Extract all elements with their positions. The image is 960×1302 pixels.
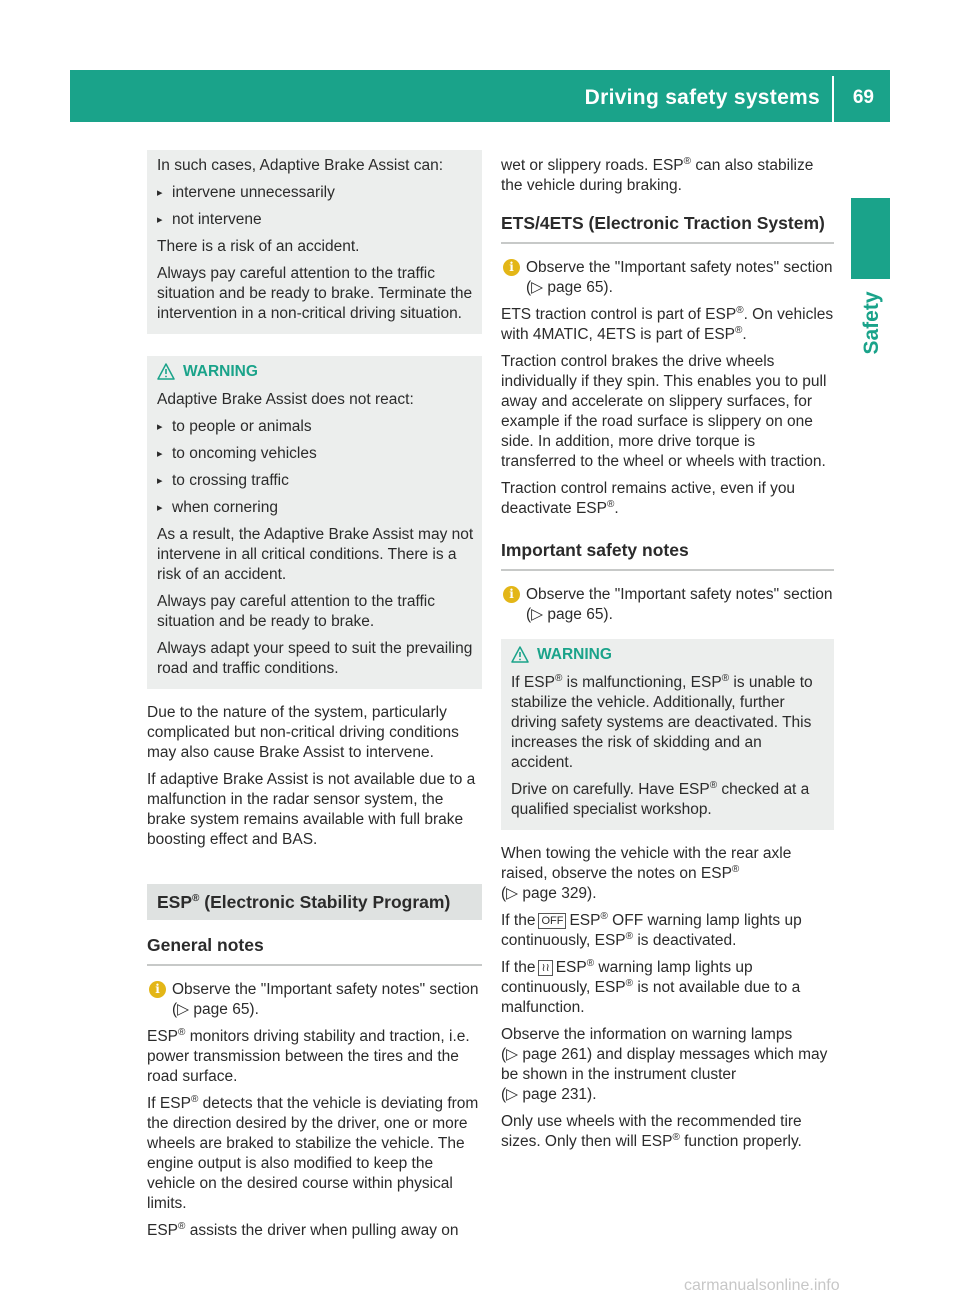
warning-text: As a result, the Adaptive Brake Assist may not intervene in all critical conditions. There is a risk of an accident.	[157, 526, 474, 583]
esp-warning-lamp-icon: ≀≀	[538, 960, 552, 976]
esp-off-warning-lamp-icon: OFF	[538, 913, 566, 929]
info-note	[501, 258, 834, 298]
warning-text: Always pay careful attention to the traffic situation and be ready to brake.	[157, 593, 436, 630]
warning-title: WARNING	[537, 646, 612, 663]
info-text: Observe the "Important safety notes" section (	[172, 981, 479, 1018]
warning-box	[147, 356, 482, 689]
esp-heading-text: ESP	[157, 892, 193, 912]
page-ref-arrow-icon: ▷	[506, 1086, 519, 1103]
warning-box	[501, 639, 834, 830]
body-paragraph: If ESP® detects that the vehicle is deviating from the direction desired by the driver, one or more wheels are braked to stabilize the vehicle. The engine output is also modified to keep the vehicle on the desired course within physical limits.	[147, 1093, 479, 1212]
esp-heading-text: (Electronic Stability Program)	[199, 892, 451, 912]
info-text: Observe the "Important safety notes" section (	[526, 586, 833, 623]
info-icon: i	[149, 981, 166, 998]
page-ref-arrow-icon: ▷	[506, 885, 519, 902]
page-reference-link[interactable]: page 65).	[547, 606, 613, 623]
body-paragraph: wet or slippery roads. ESP® can also stabilize the vehicle during braking.	[501, 155, 814, 194]
page-reference-link[interactable]: page 329).	[522, 885, 597, 902]
list-item: ▸ to oncoming vehicles	[157, 444, 476, 464]
body-paragraph: Traction control remains active, even if you deactivate ESP®.	[501, 480, 796, 517]
body-paragraph: Only use wheels with the recommended tire sizes. Only then will ESP® function properly.	[501, 1113, 802, 1150]
note-text: There is a risk of an accident.	[157, 238, 360, 255]
info-note	[501, 585, 834, 625]
warning-text: Always adapt your speed to suit the prevailing road and traffic conditions.	[157, 640, 473, 677]
section-title: Driving safety systems	[584, 86, 820, 109]
body-paragraph: If adaptive Brake Assist is not available due to a malfunction in the radar sensor system, the brake system remains available with full brake boosting effect and BAS.	[147, 771, 476, 848]
page-ref-arrow-icon: ▷	[506, 1046, 519, 1063]
general-notes-heading: General notes	[147, 934, 482, 966]
body-paragraph: If the OFF ESP® OFF warning lamp lights up continuously, ESP® is deactivated.	[501, 910, 802, 949]
note-text: Always pay careful attention to the traffic situation and be ready to brake. Terminate the intervention in a non-critical driving situation.	[157, 265, 473, 322]
warning-icon	[511, 646, 529, 664]
page-reference-link[interactable]: page 65).	[547, 279, 613, 296]
warning-heading	[157, 362, 476, 382]
esp-heading	[147, 884, 482, 920]
list-item: ▸ to people or animals	[157, 417, 476, 437]
page-number: 69	[852, 87, 874, 108]
list-item: ▸ when cornering	[157, 498, 476, 518]
info-icon: i	[503, 259, 520, 276]
warning-text: Drive on carefully. Have ESP® checked at a qualified specialist workshop.	[511, 779, 810, 818]
page-reference-link[interactable]: page 65).	[193, 1001, 259, 1018]
list-item: ▸ to crossing traffic	[157, 471, 476, 491]
left-column	[147, 150, 482, 1248]
info-note	[147, 980, 482, 1020]
warning-icon	[157, 363, 175, 381]
page-ref-arrow-icon: ▷	[531, 279, 544, 296]
page-ref-arrow-icon: ▷	[177, 1001, 190, 1018]
page-header	[70, 70, 890, 122]
info-text: Observe the "Important safety notes" section (	[526, 259, 833, 296]
body-paragraph: When towing the vehicle with the rear axle raised, observe the notes on ESP® (▷ page 329).	[501, 845, 792, 902]
body-paragraph: If the ≀≀ ESP® warning lamp lights up continuously, ESP® is not available due to a malfunction.	[501, 957, 801, 1016]
warning-heading	[511, 645, 828, 665]
page-reference-link[interactable]: page 231).	[522, 1086, 597, 1103]
page-ref-arrow-icon: ▷	[531, 606, 544, 623]
note-intro: In such cases, Adaptive Brake Assist can:	[157, 157, 444, 174]
chapter-label: Safety	[860, 291, 883, 355]
important-safety-heading: Important safety notes	[501, 539, 834, 571]
body-paragraph: ETS traction control is part of ESP®. On vehicles with 4MATIC, 4ETS is part of ESP®.	[501, 304, 834, 343]
body-paragraph: Observe the information on warning lamps (▷ page 261) and display messages which may be shown in the instrument cluster (▷ page 231).	[501, 1026, 828, 1103]
watermark: carmanualsonline.info	[684, 1277, 840, 1294]
body-paragraph: Traction control brakes the drive wheels individually if they spin. This enables you to pull away and accelerate on slippery surfaces, for example if the road surface is slippery on one side. In addition, more drive torque is transferred to the wheel or wheels with traction.	[501, 353, 827, 470]
body-paragraph: ESP® monitors driving stability and traction, i.e. power transmission between the tires and the road surface.	[147, 1026, 470, 1085]
list-item: ▸ intervene unnecessarily	[157, 183, 474, 203]
note-box	[147, 150, 482, 334]
chapter-tab	[851, 198, 890, 279]
warning-intro: Adaptive Brake Assist does not react:	[157, 391, 414, 408]
right-column	[501, 150, 834, 1159]
list-item: ▸ not intervene	[157, 210, 474, 230]
info-icon: i	[503, 586, 520, 603]
header-divider	[832, 76, 834, 122]
body-paragraph: Due to the nature of the system, particularly complicated but non-critical driving conditions may also cause Brake Assist to intervene.	[147, 704, 459, 761]
body-paragraph: ESP® assists the driver when pulling away on	[147, 1220, 459, 1239]
warning-title: WARNING	[183, 363, 258, 380]
warning-text: If ESP® is malfunctioning, ESP® is unable to stabilize the vehicle. Additionally, further driving safety systems are deactivated. This increases the risk of skidding and an accident.	[511, 672, 813, 771]
ets-heading: ETS/4ETS (Electronic Traction System)	[501, 212, 834, 244]
registered-mark: ®	[192, 893, 200, 905]
